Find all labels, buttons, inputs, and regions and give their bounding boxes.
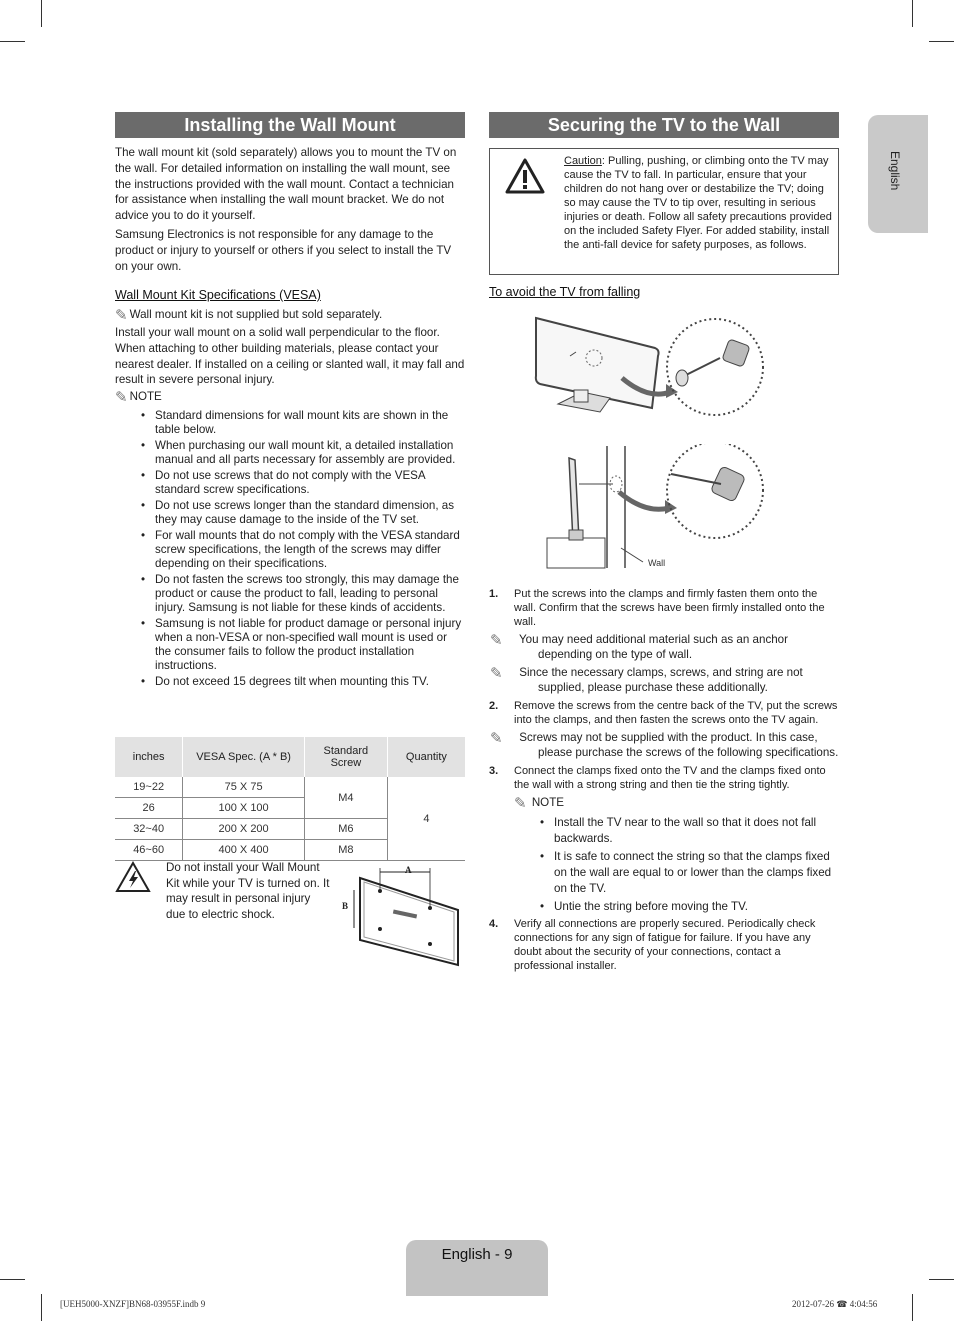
- dimension-label-b: B: [342, 901, 349, 911]
- table-cell: 19~22: [115, 777, 183, 798]
- list-item: • For wall mounts that do not comply with the VESA standard screw specifications, the length of the screws may differ depending on their specifications.: [155, 529, 465, 571]
- table-cell: 400 X 400: [183, 840, 305, 861]
- caution-text: [564, 154, 832, 252]
- list-item: • Untie the string before moving the TV.: [554, 899, 839, 915]
- step-3-bullet-list: [489, 815, 839, 915]
- table-cell: 100 X 100: [183, 798, 305, 819]
- footer-file-info: [UEH5000-XNZF]BN68-03955F.indb 9: [60, 1299, 206, 1309]
- list-item: • Do not use screws that do not comply with the VESA standard screw specifications.: [155, 469, 465, 497]
- page-number: English - 9: [441, 1246, 513, 1263]
- table-header-row: [115, 737, 465, 777]
- avoid-falling-subtitle: To avoid the TV from falling: [489, 285, 641, 299]
- step-3: 3. Connect the clamps fixed onto the TV and the clamps fixed onto the wall with a strong string and then tie the string tightly.: [489, 765, 826, 791]
- step-1-note: ✎ Since the necessary clamps, screws, and string are not supplied, please purchase these additionally.: [490, 665, 803, 694]
- list-item: • Do not fasten the screws too strongly, this may damage the product or cause the product to fall, leading to personal injury. Samsung is not liable for these kinds of accidents.: [155, 573, 465, 615]
- table-cell: M8: [304, 840, 387, 861]
- intro-paragraph-2: Samsung Electronics is not responsible for any damage to the product or injury to yourself or others if you select to install the TV on your own.: [115, 227, 452, 273]
- list-item: • Do not exceed 15 degrees tilt when mounting this TV.: [155, 675, 465, 689]
- section-title-wall-mount: Installing the Wall Mount: [115, 112, 465, 138]
- step-2: 2. Remove the screws from the centre back of the TV, put the screws into the clamps, and then fasten the screws onto the TV again.: [489, 700, 838, 726]
- list-item: • Standard dimensions for wall mount kits are shown in the table below.: [155, 409, 465, 437]
- note-not-supplied: Wall mount kit is not supplied but sold separately.: [129, 308, 383, 321]
- list-item: • Do not use screws longer than the standard dimension, as they may cause damage to the inside of the TV set.: [155, 499, 465, 527]
- table-cell: 32~40: [115, 819, 183, 840]
- shock-warning-text: Do not install your Wall Mount Kit while your TV is turned on. It may result in personal injury due to electric shock.: [166, 861, 330, 921]
- caution-label: Caution: [564, 155, 602, 167]
- pencil-note-icon: ✎: [115, 389, 128, 407]
- step-3-note-label: ✎ NOTE: [514, 795, 565, 812]
- intro-section: [115, 145, 465, 274]
- spec-section: [115, 308, 465, 691]
- table-cell: 26: [115, 798, 183, 819]
- note-label: NOTE: [129, 390, 162, 404]
- section-title-securing: Securing the TV to the Wall: [489, 112, 839, 138]
- table-cell: 46~60: [115, 840, 183, 861]
- steps-section: [489, 587, 839, 976]
- table-row: [115, 777, 465, 798]
- electric-shock-warning-icon: [115, 861, 151, 893]
- pencil-note-icon: ✎: [115, 307, 128, 324]
- caution-warning-icon: [504, 157, 546, 195]
- table-cell: 200 X 200: [183, 819, 305, 840]
- spec-subtitle: Wall Mount Kit Specifications (VESA): [115, 288, 321, 302]
- page-number-tab: [406, 1240, 548, 1296]
- intro-paragraph-1: The wall mount kit (sold separately) allows you to mount the TV on the wall. For detailed information on installing the wall mount, see the instructions provided with the wall mount. Contact a technician for assistance when installing the wall mount bracket. We do not advice you to do it yourself.: [115, 146, 457, 223]
- list-item: • It is safe to connect the string so that the clamps fixed on the wall are equal to or lower than the clamps fixed on the TV.: [554, 849, 839, 897]
- list-item: • When purchasing our wall mount kit, a detailed installation manual and all parts necessary for assembly are provided.: [155, 439, 465, 467]
- table-cell: 75 X 75: [183, 777, 305, 798]
- crop-mark: [912, 1294, 913, 1321]
- table-cell: M6: [304, 819, 387, 840]
- install-paragraph: Install your wall mount on a solid wall perpendicular to the floor. When attaching to other building materials, please contact your nearest dealer. If installed on a ceiling or slanted wall, it may fall and result in severe personal injury.: [115, 326, 465, 387]
- note-bullet-list: [115, 409, 465, 689]
- wall-label: Wall: [648, 558, 666, 568]
- crop-mark: [41, 1294, 42, 1321]
- table-header-cell: Quantity: [387, 737, 465, 777]
- table-cell: 4: [387, 777, 465, 861]
- vesa-spec-table: [115, 737, 465, 861]
- step-4: 4. Verify all connections are properly secured. Periodically check connections for any sign of fatigue for failure. If you have any doubt about the security of your connections, contact a professional installer.: [489, 918, 816, 972]
- dimension-label-a: A: [405, 865, 412, 875]
- list-item: • Samsung is not liable for product damage or personal injury when a non-VESA or non-specified wall mount is used or the consumer fails to follow the product installation instructions.: [155, 617, 465, 673]
- crop-mark: [0, 41, 25, 42]
- crop-mark: [929, 41, 954, 42]
- step-1-note: ✎ You may need additional material such as an anchor depending on the type of wall.: [490, 632, 788, 661]
- tv-wall-string-illustration: [545, 444, 770, 570]
- crop-mark: [0, 1279, 25, 1280]
- caution-body: : Pulling, pushing, or climbing onto the TV may cause the TV to fall. In particular, ensure that your children do not hang over or destabilize the TV; doing so may cause the TV to tip over, resulting in serious injuries or death. Follow all safety precautions provided on the included Safety Flyer. For added stability, install the anti-fall device for safety purposes, as follows.: [564, 155, 832, 251]
- crop-mark: [912, 0, 913, 27]
- table-header-cell: Standard Screw: [304, 737, 387, 777]
- list-item: • Install the TV near to the wall so that it does not fall backwards.: [554, 815, 839, 847]
- tv-clamp-screw-illustration: [530, 312, 770, 417]
- pencil-note-icon: ✎: [514, 795, 527, 812]
- table-cell: M4: [304, 777, 387, 819]
- crop-mark: [929, 1279, 954, 1280]
- table-header-cell: VESA Spec. (A * B): [183, 737, 305, 777]
- caution-box: [489, 148, 839, 275]
- table-header-cell: inches: [115, 737, 183, 777]
- footer-timestamp: 2012-07-26 ☎ 4:04:56: [792, 1299, 878, 1309]
- crop-mark: [41, 0, 42, 27]
- step-2-note: ✎ Screws may not be supplied with the product. In this case, please purchase the screws of the following specifications.: [490, 730, 839, 759]
- step-1: 1. Put the screws into the clamps and firmly fasten them onto the wall. Confirm that the screws have been firmly installed onto the wall.: [489, 588, 825, 628]
- language-side-tab: English: [868, 115, 928, 233]
- tv-back-vesa-diagram: [338, 860, 466, 970]
